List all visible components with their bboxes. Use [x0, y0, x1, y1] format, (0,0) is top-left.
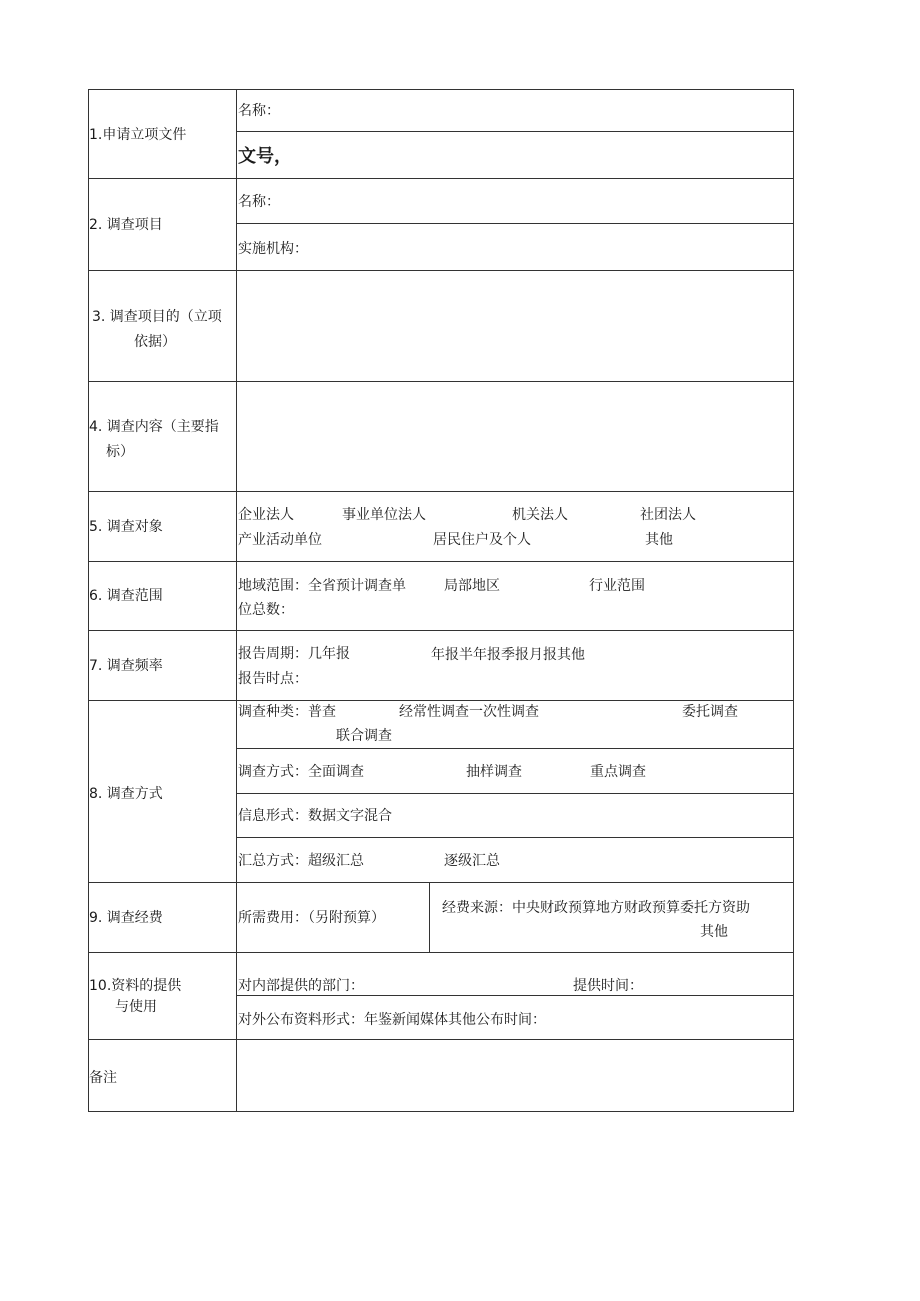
option-household[interactable]: 居民住户及个人	[433, 532, 531, 548]
row4-label-line2: 标）	[106, 444, 134, 460]
report-cycle-years[interactable]: 报告周期：几年报	[238, 646, 350, 662]
funding-source[interactable]: 经费来源：中央财政预算地方财政预算委托方资助	[442, 900, 750, 916]
method-key[interactable]: 重点调查	[590, 764, 646, 780]
option-association-legal[interactable]: 社团法人	[640, 507, 696, 523]
scope-unit-total: 位总数：	[238, 602, 294, 618]
info-format[interactable]: 信息形式：数据文字混合	[238, 808, 392, 824]
row10-label-line2: 与使用	[115, 999, 157, 1015]
row-divider	[88, 700, 794, 701]
scope-local[interactable]: 局部地区	[444, 578, 500, 594]
table-bottom-border	[88, 1111, 794, 1112]
internal-department[interactable]: 对内部提供的部门：	[238, 978, 364, 994]
required-cost[interactable]: 所需费用：（另附预算）	[238, 910, 385, 926]
subrow-divider	[236, 995, 794, 996]
method-full[interactable]: 调查方式：全面调查	[238, 764, 364, 780]
option-government-legal[interactable]: 机关法人	[512, 507, 568, 523]
row-divider	[88, 491, 794, 492]
remarks-input-area[interactable]	[237, 1040, 793, 1111]
scope-industry[interactable]: 行业范围	[589, 578, 645, 594]
option-institution-legal[interactable]: 事业单位法人	[342, 507, 426, 523]
row-divider	[88, 630, 794, 631]
subrow-divider	[236, 131, 794, 132]
report-cycle-options[interactable]: 年报半年报季报月报其他	[431, 647, 585, 663]
external-publication[interactable]: 对外公布资料形式：年鉴新闻媒体其他公布时间：	[238, 1012, 546, 1028]
table-right-border	[793, 89, 794, 1112]
row4-label-line1: 4. 调查内容（主要指	[89, 419, 219, 435]
summary-super[interactable]: 汇总方式：超级汇总	[238, 853, 364, 869]
kind-joint[interactable]: 联合调查	[336, 728, 392, 744]
subrow-divider	[236, 793, 794, 794]
subrow-divider	[236, 837, 794, 838]
method-sampling[interactable]: 抽样调查	[466, 764, 522, 780]
option-other[interactable]: 其他	[645, 532, 673, 548]
row-divider	[88, 561, 794, 562]
subrow-divider	[236, 748, 794, 749]
row1-docno-field[interactable]: 文号，	[238, 146, 292, 167]
row5-label: 5. 调查对象	[89, 519, 163, 535]
row3-input-area[interactable]	[237, 271, 793, 381]
row-divider	[88, 178, 794, 179]
row10-label-line1: 10.资料的提供	[89, 978, 182, 994]
row1-name-field[interactable]: 名称：	[238, 103, 280, 119]
kind-regular-onetime[interactable]: 经常性调查一次性调查	[399, 704, 539, 720]
column-divider	[236, 89, 237, 1112]
row8-label: 8. 调查方式	[89, 786, 163, 802]
row3-label-line1: 3. 调查项目的（立项	[92, 309, 222, 325]
report-time-point[interactable]: 报告时点：	[238, 671, 308, 687]
option-enterprise-legal[interactable]: 企业法人	[238, 507, 294, 523]
summary-level[interactable]: 逐级汇总	[444, 853, 500, 869]
row4-input-area[interactable]	[237, 382, 793, 491]
funding-other[interactable]: 其他	[700, 924, 728, 940]
row3-label-line2: 依据）	[134, 334, 176, 350]
scope-province[interactable]: 地域范围：全省预计调查单	[238, 578, 406, 594]
row6-label: 6. 调查范围	[89, 588, 163, 604]
row7-label: 7. 调查频率	[89, 658, 163, 674]
row9-label: 9. 调查经费	[89, 910, 163, 926]
row-divider	[88, 952, 794, 953]
row-divider	[88, 882, 794, 883]
table-top-border	[88, 89, 794, 90]
provide-time[interactable]: 提供时间：	[573, 978, 643, 994]
row2-name-field[interactable]: 名称：	[238, 194, 280, 210]
row2-org-field[interactable]: 实施机构：	[238, 241, 308, 257]
kind-census[interactable]: 调查种类：普查	[238, 704, 336, 720]
subrow-divider	[236, 223, 794, 224]
option-industrial-unit[interactable]: 产业活动单位	[238, 532, 322, 548]
row1-label: 1.申请立项文件	[89, 127, 187, 143]
remarks-label: 备注	[89, 1070, 117, 1086]
funding-divider	[429, 882, 430, 953]
kind-commissioned[interactable]: 委托调查	[682, 704, 738, 720]
row2-label: 2. 调查项目	[89, 217, 163, 233]
